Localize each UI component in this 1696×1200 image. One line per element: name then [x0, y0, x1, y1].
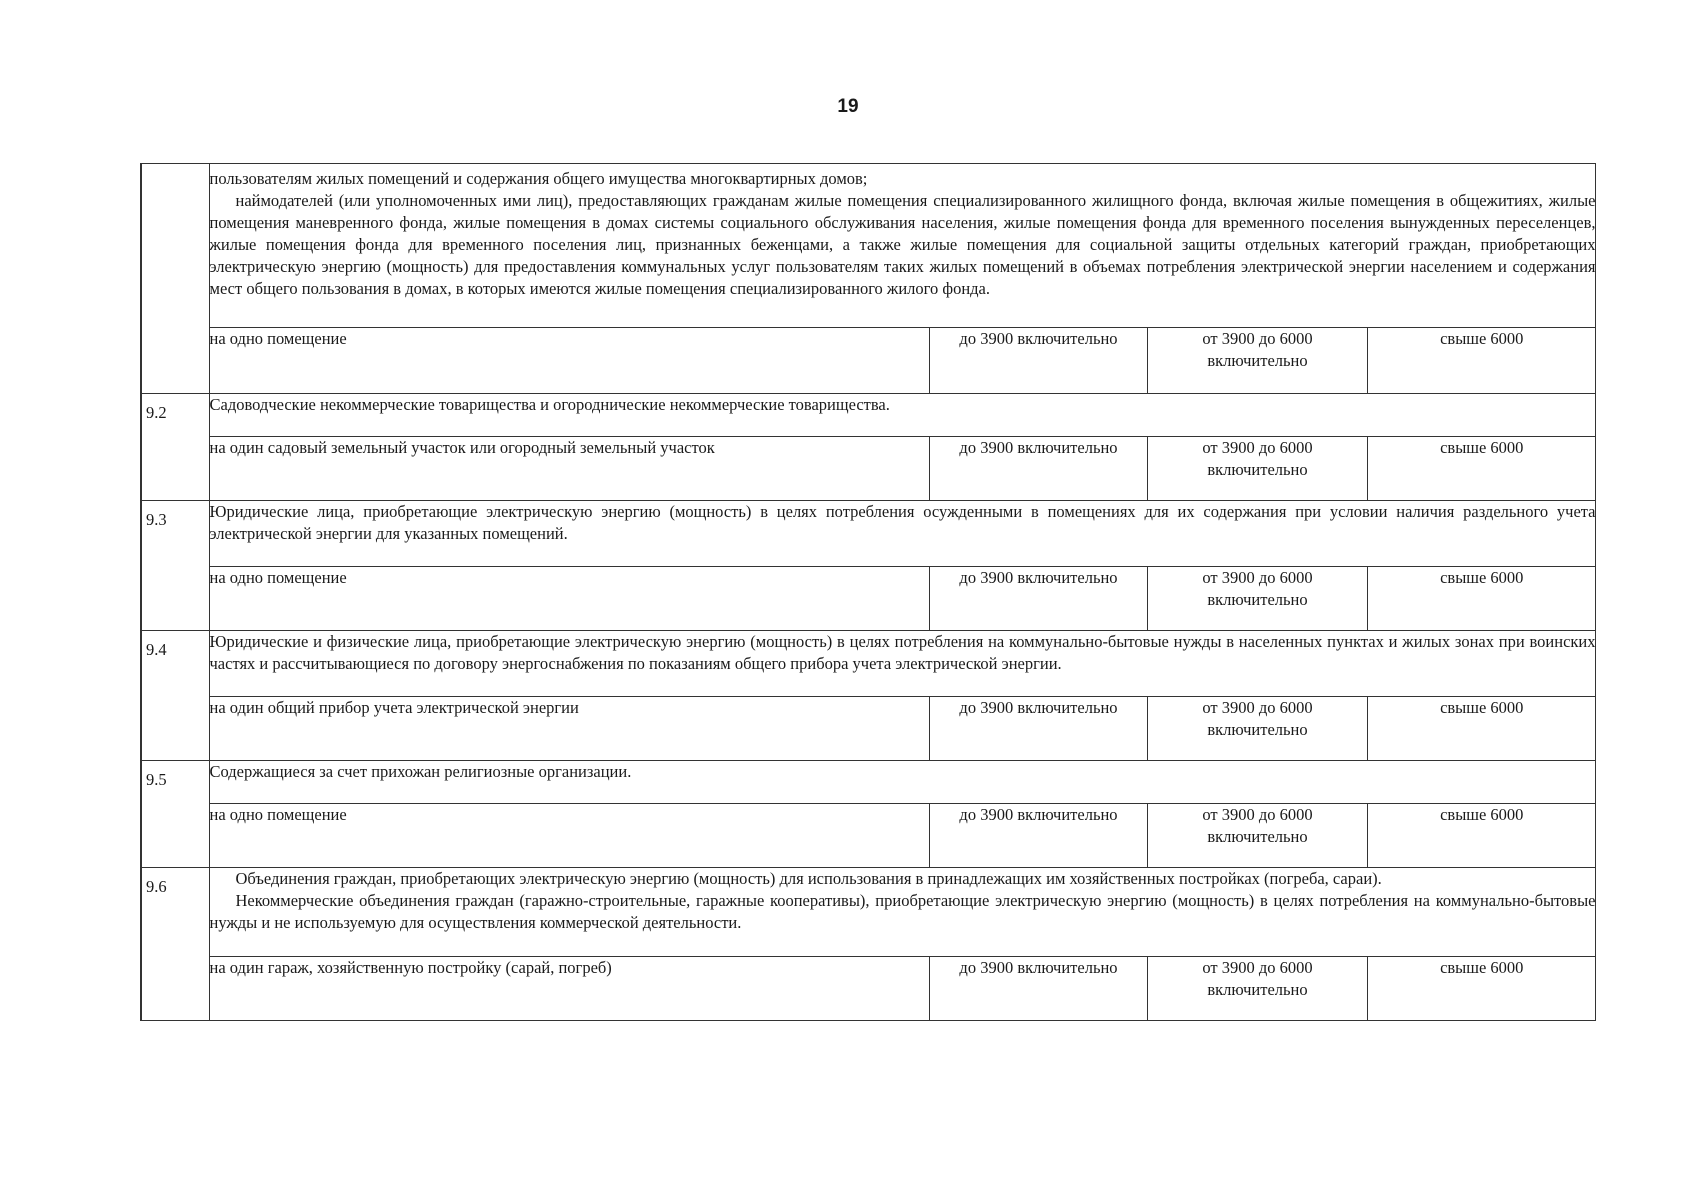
range-low: до 3900 включительно: [930, 566, 1148, 630]
range-high: свыше 6000: [1368, 566, 1596, 630]
unit-label: на одно помещение: [210, 327, 930, 393]
row-description: пользователям жилых помещений и содержания общего имущества многоквартирных домов; наймодателей (или уполномоченных ими лиц), предоставляющих гражданам жилые помещения специализированного жилищного фонда, включая жилые помещения в общежитиях, жилые помещения маневренного фонда, жилые помещения в домах системы социального обслуживания населения, жилые помещения фонда для временного поселения вынужденных переселенцев, жилые помещения фонда для временного поселения лиц, признанных беженцами, а также жилые помещения для социальной защиты отдельных категорий граждан, приобретающих электрическую энергию (мощность) для предоставления коммунальных услуг пользователям таких жилых помещений в объемах потребления электрической энергии населением и содержания мест общего пользования в домах, в которых имеются жилые помещения специализированного жилого фонда.: [209, 169, 1596, 298]
unit-label: на одно помещение: [210, 803, 930, 867]
range-low: до 3900 включительно: [930, 956, 1148, 1020]
table-row: [141, 394, 1595, 501]
range-high: свыше 6000: [1368, 327, 1596, 393]
row-number: 9.6: [141, 868, 209, 1021]
range-high: свыше 6000: [1368, 956, 1596, 1020]
table-row: [141, 868, 1595, 1021]
range-high: свыше 6000: [1368, 803, 1596, 867]
row-number: 9.3: [141, 501, 209, 631]
row-number: 9.4: [141, 631, 209, 761]
row-description: Юридические лица, приобретающие электрическую энергию (мощность) в целях потребления осужденными в помещениях для их содержания при условии наличия раздельного учета электрической энергии для указанных помещений.: [209, 502, 1596, 543]
unit-label: на одно помещение: [210, 566, 930, 630]
range-low: до 3900 включительно: [930, 696, 1148, 760]
range-high: свыше 6000: [1368, 696, 1596, 760]
range-high: свыше 6000: [1368, 436, 1596, 500]
range-mid: от 3900 до 6000 включительно: [1148, 566, 1368, 630]
range-mid: от 3900 до 6000 включительно: [1148, 327, 1368, 393]
table-row: [141, 761, 1595, 868]
range-mid: от 3900 до 6000 включительно: [1148, 956, 1368, 1020]
unit-label: на один общий прибор учета электрической энергии: [210, 696, 930, 760]
unit-label: на один гараж, хозяйственную постройку (сарай, погреб): [210, 956, 930, 1020]
row-description: Объединения граждан, приобретающих электрическую энергию (мощность) для использования в принадлежащих им хозяйственных постройках (погреба, сараи). Некоммерческие объединения граждан (гаражно-строительные, гаражные кооперативы), приобретающие электрическую энергию (мощность) в целях потребления на коммунально-бытовые нужды и не используемую для осуществления коммерческой деятельности.: [209, 869, 1596, 932]
table-row: [141, 164, 1595, 394]
range-low: до 3900 включительно: [930, 803, 1148, 867]
range-mid: от 3900 до 6000 включительно: [1148, 803, 1368, 867]
row-description: Содержащиеся за счет прихожан религиозные организации.: [209, 762, 632, 781]
tariff-table: [140, 163, 1596, 1021]
range-mid: от 3900 до 6000 включительно: [1148, 696, 1368, 760]
table-row: [141, 501, 1595, 631]
row-description: Юридические и физические лица, приобретающие электрическую энергию (мощность) в целях потребления на коммунально-бытовые нужды в населенных пунктах и жилых зонах при воинских частях и рассчитывающиеся по договору энергоснабжения по показаниям общего прибора учета электрической энергии.: [209, 632, 1596, 673]
range-mid: от 3900 до 6000 включительно: [1148, 436, 1368, 500]
row-description: Садоводческие некоммерческие товарищества и огороднические некоммерческие товарищества.: [209, 395, 890, 414]
range-low: до 3900 включительно: [930, 327, 1148, 393]
unit-label: на один садовый земельный участок или огородный земельный участок: [210, 436, 930, 500]
row-number: 9.2: [141, 394, 209, 501]
range-low: до 3900 включительно: [930, 436, 1148, 500]
table-row: [141, 631, 1595, 761]
row-number: [141, 164, 209, 394]
page-number: 19: [837, 96, 859, 117]
row-number: 9.5: [141, 761, 209, 868]
